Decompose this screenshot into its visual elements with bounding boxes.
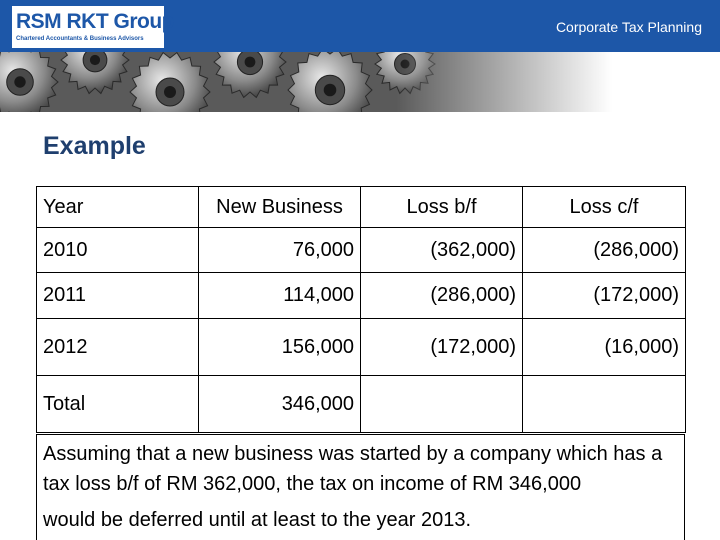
- table-row: [37, 273, 686, 319]
- table-row: [37, 319, 686, 376]
- explanation-box: [36, 434, 685, 540]
- gears-image: [0, 52, 720, 112]
- cell-loss-cf: [523, 376, 686, 433]
- cell-year: 2012: [37, 319, 199, 376]
- explanation-line-3: would be deferred until at least to the year 2013.: [43, 509, 472, 531]
- logo-tagline: Chartered Accountants & Business Advisors: [16, 36, 144, 42]
- explanation-line-2: tax loss b/f of RM 362,000, the tax on income of RM 346,000: [43, 473, 582, 495]
- loss-table: [36, 186, 686, 433]
- logo-name: RSM RKT Group: [16, 10, 174, 33]
- cell-year: 2011: [37, 273, 199, 319]
- explanation-line-1: Assuming that a new business was started by a company which has a: [43, 443, 663, 465]
- cell-loss-bf: (172,000): [361, 319, 523, 376]
- cell-new-business: 76,000: [199, 228, 361, 273]
- cell-loss-cf: (16,000): [523, 319, 686, 376]
- table-row: [37, 376, 686, 433]
- header-bar: [0, 0, 720, 52]
- cell-loss-cf: (172,000): [523, 273, 686, 319]
- table-header-row: [37, 187, 686, 228]
- cell-new-business: 156,000: [199, 319, 361, 376]
- cell-new-business: 346,000: [199, 376, 361, 433]
- cell-year: 2010: [37, 228, 199, 273]
- column-header-loss-cf: Loss c/f: [523, 187, 686, 228]
- cell-loss-bf: (286,000): [361, 273, 523, 319]
- column-header-new-business: New Business: [199, 187, 361, 228]
- cell-loss-cf: (286,000): [523, 228, 686, 273]
- slide-heading: Example: [43, 132, 146, 160]
- column-header-year: Year: [37, 187, 199, 228]
- table-row: [37, 228, 686, 273]
- cell-year: Total: [37, 376, 199, 433]
- gears-banner: [0, 52, 720, 112]
- cell-loss-bf: (362,000): [361, 228, 523, 273]
- presentation-title: Corporate Tax Planning: [555, 19, 702, 35]
- column-header-loss-bf: Loss b/f: [361, 187, 523, 228]
- cell-new-business: 114,000: [199, 273, 361, 319]
- cell-loss-bf: [361, 376, 523, 433]
